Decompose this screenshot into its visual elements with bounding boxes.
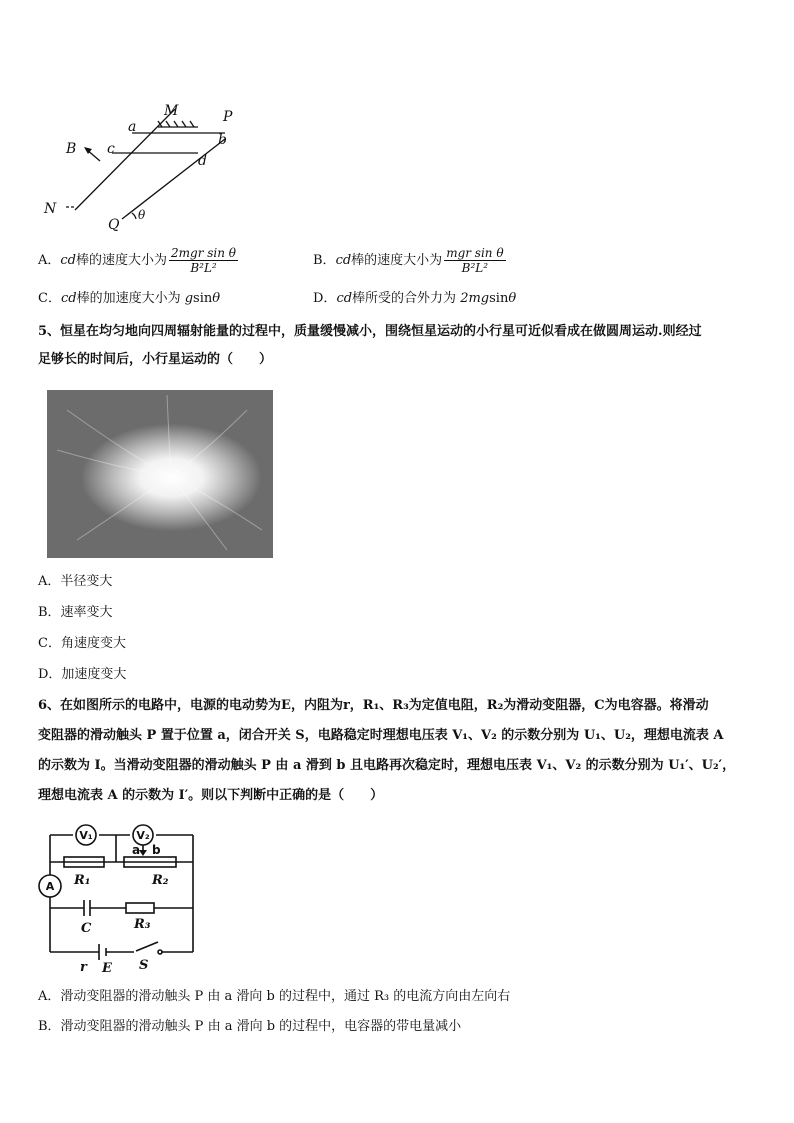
label-v1: V₁ [79, 829, 93, 842]
label-c: C [81, 921, 92, 936]
label-a: a [132, 843, 141, 857]
q4-option-a[interactable]: A．cd棒的速度大小为 $\frac{\text{2mgr sin θ}}{\text{B²L²}}$ [38, 246, 237, 275]
q6-stem: 6、在如图所示的电路中，电源的电动势为E，内阻为r，R₁、R₃为定值电阻，R₂为滑动变阻器，C为电容器。将滑动 变阻器的滑动触头 P 置于位置 a，闭合开关 S，电路稳定时理想电压表 V₁、V₂ 的示数分别为 U₁、U₂，理想电流表 A 的示数为 I。当滑动变阻器的滑动触头 P 由 a 滑到 b 且电路再次稳定时，理想电压表 V₁、V₂ 的示数分别为 U₁′、U₂′， 理想电流表 A 的示数为 I′。则以下判断中正确的是（ ） [38, 698, 736, 803]
label-b: b [152, 843, 161, 857]
label-a: a [128, 119, 137, 135]
label-r1: R₁ [74, 873, 91, 888]
label-r3: R₃ [134, 917, 151, 932]
q5-option-a[interactable]: A．半径变大 [38, 574, 113, 589]
label-theta: θ [138, 208, 146, 222]
q5-option-b[interactable]: B．速率变大 [38, 605, 113, 620]
label-ammeter: A [45, 880, 55, 893]
label-M: M [164, 103, 179, 119]
q5-stem: 5、恒星在均匀地向四周辐射能量的过程中，质量缓慢减小，围绕恒星运动的小行星可近似看成在做圆周运动.则经过 足够长的时间后，小行星运动的（ ） [38, 324, 702, 367]
q6-option-a[interactable]: A．滑动变阻器的滑动触头 P 由 a 滑向 b 的过程中，通过 R₃ 的电流方向由左向右 [38, 989, 511, 1004]
label-B: B [66, 141, 77, 157]
label-P: P [223, 109, 233, 125]
q5-option-d[interactable]: D．加速度变大 [38, 667, 127, 682]
q4-option-c[interactable]: C．cd棒的加速度大小为 gsinθ [38, 291, 221, 306]
label-d: d [198, 153, 207, 169]
label-c: c [107, 141, 115, 157]
star-radiation-image [47, 390, 273, 558]
q4-option-d[interactable]: D．cd棒所受的合外力为 2mgsinθ [313, 291, 517, 306]
fraction: $\frac{\text{mgr sin θ}}{\text{B²L²}}$ [446, 246, 504, 275]
label-s: S [139, 958, 149, 973]
circuit-diagram [36, 820, 206, 980]
label-N: N [44, 201, 57, 217]
label-v2: V₂ [136, 829, 150, 842]
q5-option-c[interactable]: C．角速度变大 [38, 636, 126, 651]
q4-option-b[interactable]: B．cd棒的速度大小为 $\frac{\text{mgr sin θ}}{\text{B²L²}}$ [313, 246, 504, 275]
label-r2: R₂ [152, 873, 169, 888]
label-b: b [218, 132, 227, 148]
label-r: r [80, 960, 87, 975]
q5-options [38, 566, 758, 690]
q6-option-b[interactable]: B．滑动变阻器的滑动触头 P 由 a 滑向 b 的过程中，电容器的带电量减小 [38, 1019, 462, 1034]
rails-figure [40, 95, 270, 235]
label-Q: Q [108, 217, 120, 233]
q6-options [38, 982, 758, 1042]
fraction: $\frac{\text{2mgr sin θ}}{\text{B²L²}}$ [171, 246, 237, 275]
label-e: E [102, 961, 112, 976]
